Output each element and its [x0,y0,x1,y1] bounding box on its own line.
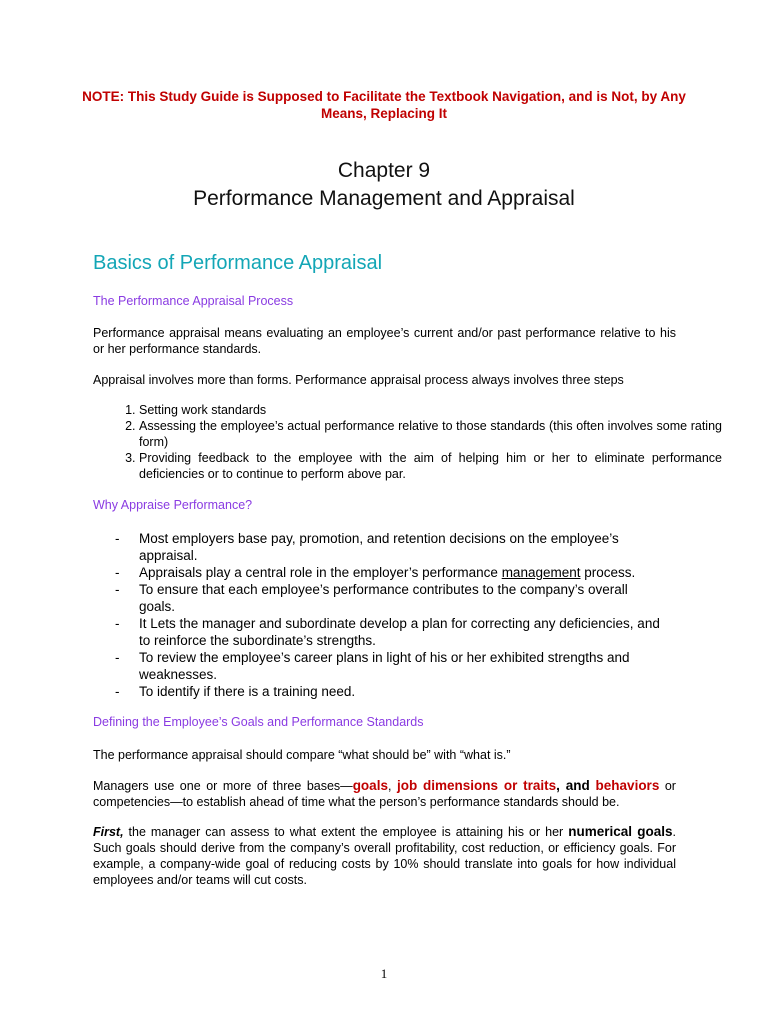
list-item: 2. Assessing the employee’s actual performance relative to those standards (this often involves some rating form) [139,418,722,450]
chapter-number: Chapter 9 [337,159,431,182]
list-item: - To review the employee’s career plans in light of his or her exhibited strengths and weaknesses. [115,650,630,682]
section-title: Basics of Performance Appraisal [93,252,383,274]
numerical-goals-term: numerical goals [568,824,673,839]
list-item: - It Lets the manager and subordinate develop a plan for correcting any deficiencies, and to reinforce the subordinate’s strengths. [115,616,660,648]
process-paragraph-1: Performance appraisal means evaluating an employee’s current and/or past performance relative to his or her performance standards. [93,326,676,356]
management-link[interactable]: management [501,565,581,580]
why-heading: Why Appraise Performance? [93,498,253,512]
behaviors-term: behaviors [595,778,660,793]
goals-heading: Defining the Employee’s Goals and Performance Standards [93,715,424,729]
appraisal-steps-list [93,402,722,482]
page-number: 1 [380,966,388,981]
traits-term: job dimensions or traits [396,778,557,793]
bases-paragraph: Managers use one or more of three bases—goals, job dimensions or traits, and behaviors or competencies—to establish ahead of time what the person’s performance standards should be. [93,778,676,809]
goals-term: goals [352,778,388,793]
why-appraise-list [93,530,663,700]
list-item: 3. Providing feedback to the employee with the aim of helping him or her to eliminate performance deficiencies or to continue to perform above par. [139,450,722,482]
goals-paragraph-1: The performance appraisal should compare “what should be” with “what is.” [93,748,511,762]
study-guide-note: NOTE: This Study Guide is Supposed to Facilitate the Textbook Navigation, and is Not, by Any Means, Replacing It [82,89,686,121]
process-paragraph-2: Appraisal involves more than forms. Performance appraisal process always involves three steps [93,373,624,387]
list-item: - Appraisals play a central role in the employer’s performance management process. [115,565,636,580]
list-item: - To ensure that each employee’s performance contributes to the company’s overall goals. [115,582,628,614]
list-item: 1. Setting work standards [139,402,722,418]
list-item: - Most employers base pay, promotion, and retention decisions on the employee’s appraisal. [115,531,619,563]
first-paragraph: First, the manager can assess to what extent the employee is attaining his or her numerical goals. Such goals should derive from the company’s overall profitability, cost reduction, or efficiency goals. For example, a company-wide goal of reducing costs by 10% should translate into goals for how individual employees and/or teams will cut costs. [93,824,676,887]
list-item: - To identify if there is a training need. [115,684,356,699]
first-label: First, [93,825,124,839]
chapter-title: Performance Management and Appraisal [193,187,575,210]
process-heading: The Performance Appraisal Process [93,294,294,308]
